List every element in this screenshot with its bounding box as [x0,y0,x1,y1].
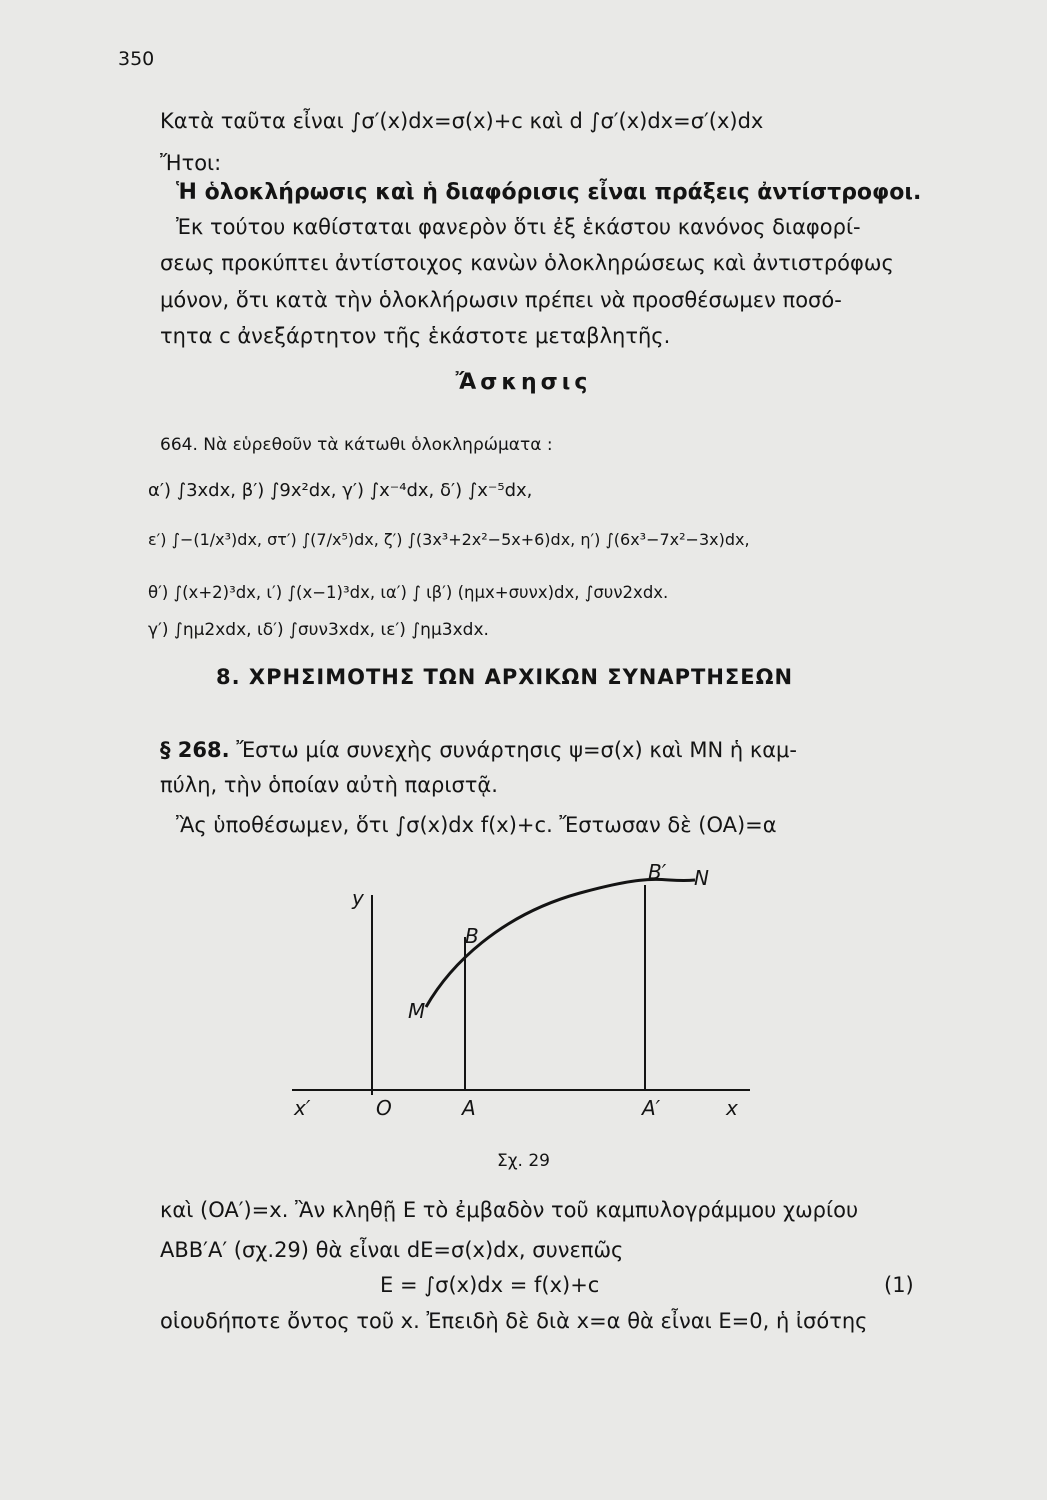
label-x: x [726,1096,738,1120]
exercise-row-2: ε′) ∫−(1/x³)dx, στ′) ∫(7/x⁵)dx, ζ′) ∫(3x³+2x²−5x+6)dx, η′) ∫(6x³−7x²−3x)dx, [148,530,750,549]
exercise-intro: 664. Νὰ εὑρεθοῦν τὰ κάτωθι ὁλοκληρώματα : [160,435,553,455]
label-O: O [376,1096,392,1120]
paragraph-mark: § 268. [160,738,230,762]
after-line-1: καὶ (OA′)=x. Ἂν κληθῇ E τὸ ἐμβαδὸν τοῦ καμπυλογράμμου χωρίου [160,1198,859,1222]
label-B-prime: B′ [648,860,667,884]
label-B: B [465,924,479,948]
label-A-prime: A′ [642,1096,661,1120]
label-A: A [462,1096,476,1120]
exercise-row-3: θ′) ∫(x+2)³dx, ι′) ∫(x−1)³dx, ια′) ∫ ιβ′) (ημx+συνx)dx, ∫συν2xdx. [148,583,669,602]
paragraph-268-line-1 [160,737,797,763]
text-line-1: Κατὰ ταῦτα εἶναι ∫σ′(x)dx=σ(x)+c καὶ d ∫σ′(x)dx=σ′(x)dx [160,109,764,133]
figure-caption: Σχ. 29 [496,1151,550,1171]
text-line-4: Ἐκ τούτου καθίσταται φανερὸν ὅτι ἐξ ἑκάστου κανόνος διαφορί- [176,215,861,239]
section-heading: 8. ΧΡΗΣΙΜΟΤΗΣ ΤΩΝ ΑΡΧΙΚΩΝ ΣΥΝΑΡΤΗΣΕΩΝ [216,665,794,689]
figure-29 [280,855,760,1155]
after-line-2: ABB′A′ (σχ.29) θὰ εἶναι dE=σ(x)dx, συνεπῶς [160,1238,624,1262]
exercises-title: Ἄσκησις [455,370,592,395]
text-line-2: Ἤτοι: [160,151,222,175]
paragraph-268-line-2: πύλη, τὴν ὁποίαν αὐτὴ παριστᾷ. [160,773,498,797]
text-line-6: μόνον, ὅτι κατὰ τὴν ὁλοκλήρωσιν πρέπει νὰ προσθέσωμεν ποσό- [160,288,842,312]
paragraph-268-text-1: Ἔστω μία συνεχὴς συνάρτησις ψ=σ(x) καὶ ΜΝ ἡ καμ- [236,738,797,762]
label-M: M [408,999,426,1023]
page-number: 350 [118,48,155,70]
exercise-row-4: γ′) ∫ημ2xdx, ιδ′) ∫συν3xdx, ιε′) ∫ημ3xdx. [148,620,489,640]
label-x-prime: x′ [294,1096,311,1120]
paragraph-268-line-3: Ἂς ὑποθέσωμεν, ὅτι ∫σ(x)dx f(x)+c. Ἔστωσαν δὲ (OA)=α [176,813,777,837]
after-line-5: οἱουδήποτε ὄντος τοῦ x. Ἐπειδὴ δὲ διὰ x=α θὰ εἶναι E=0, ἡ ἰσότης [160,1309,868,1333]
theorem-statement: Ἡ ὁλοκλήρωσις καὶ ἡ διαφόρισις εἶναι πράξεις ἀντίστροφοι. [176,180,922,205]
text-line-5: σεως προκύπτει ἀντίστοιχος κανὼν ὁλοκληρώσεως καὶ ἀντιστρόφως [160,251,894,275]
equation-number: (1) [884,1273,914,1297]
equation-1: E = ∫σ(x)dx = f(x)+c [380,1273,600,1297]
text-line-7: τητα c ἀνεξάρτητον τῆς ἑκάστοτε μεταβλητῆς. [160,324,671,348]
exercise-row-1: α′) ∫3xdx, β′) ∫9x²dx, γ′) ∫x⁻⁴dx, δ′) ∫x⁻⁵dx, [148,480,533,501]
label-y: y [352,886,364,910]
label-N: N [694,866,709,890]
